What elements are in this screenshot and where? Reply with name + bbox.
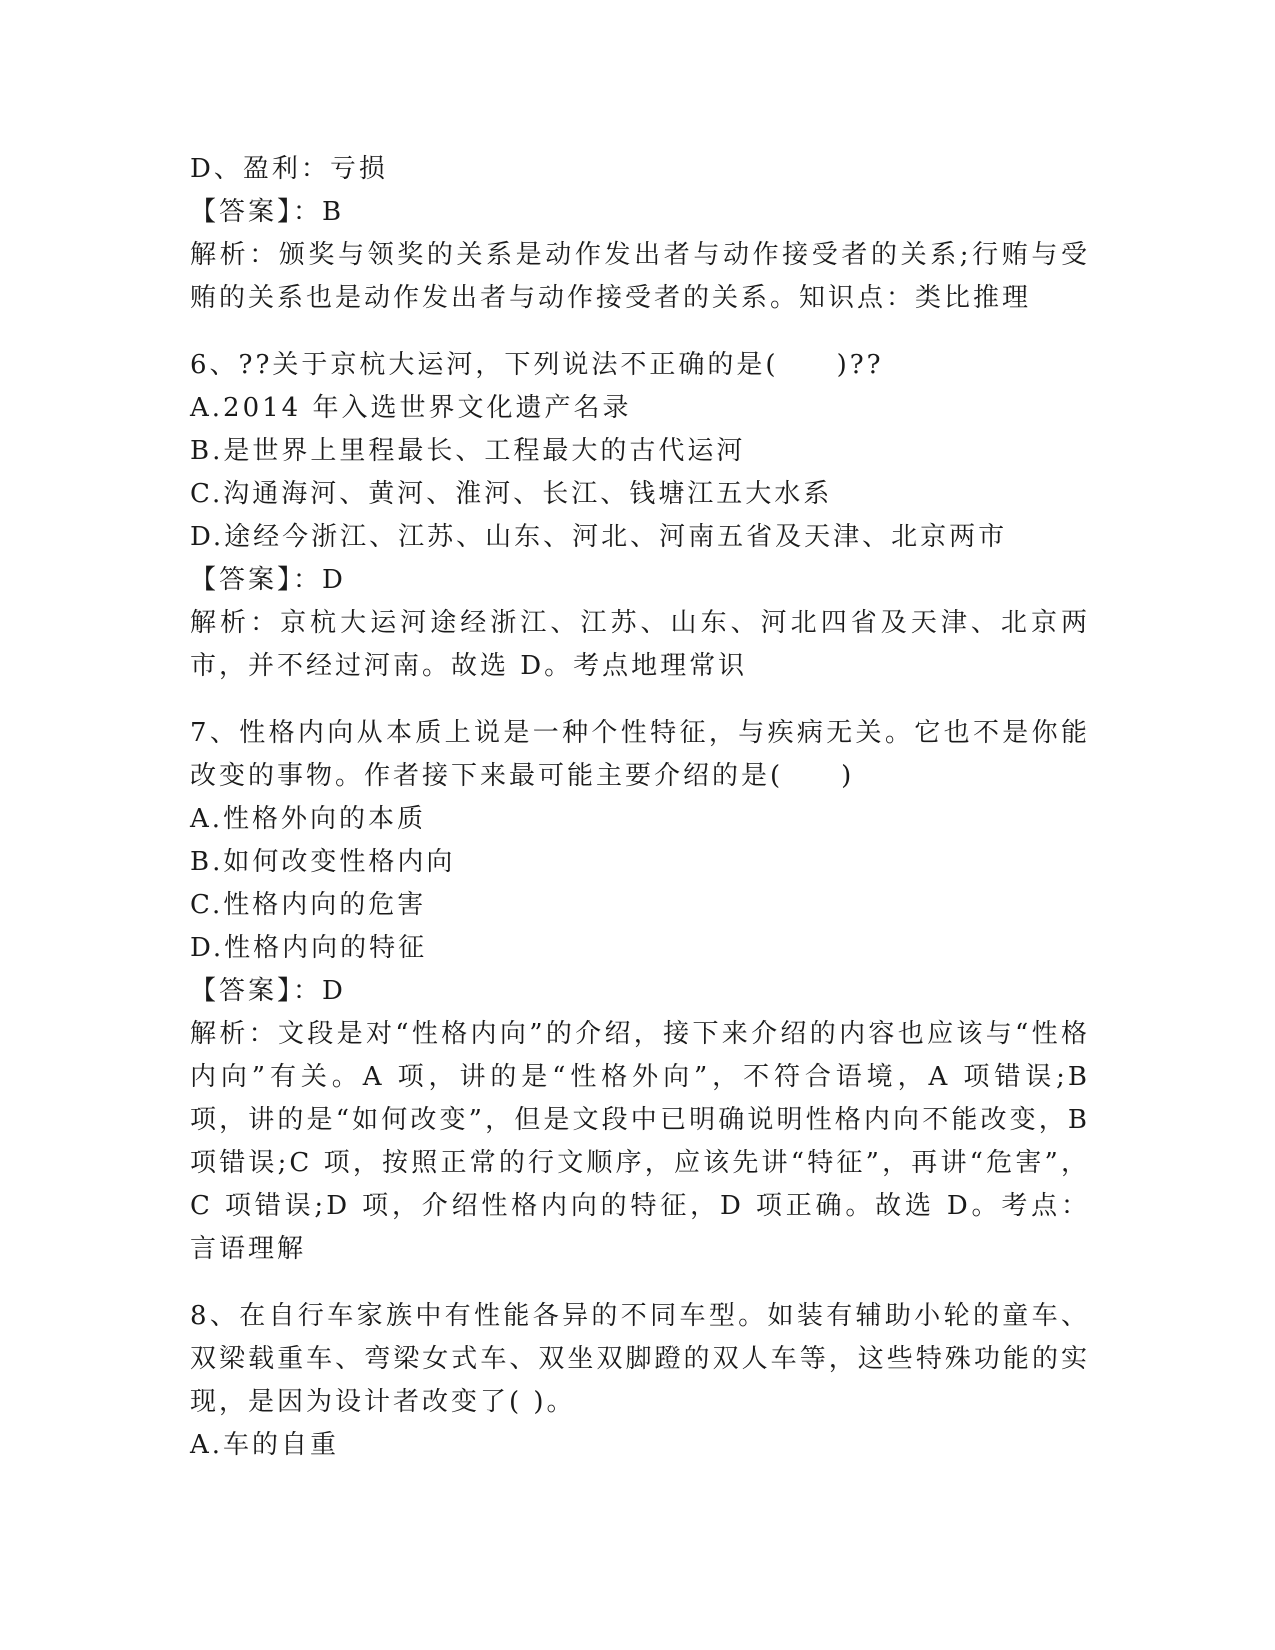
q6-answer: 【答案】：D	[190, 565, 346, 595]
q7-answer: 【答案】：D	[190, 976, 346, 1006]
q6-analysis: 解析：京杭大运河途经浙江、江苏、山东、河北四省及天津、北京两市，并不经过河南。故选 D。考点地理常识	[190, 608, 1090, 681]
q7-analysis: 解析：文段是对“性格内向”的介绍，接下来介绍的内容也应该与“性格内向”有关。A 项，讲的是“性格外向”，不符合语境，A 项错误;B 项，讲的是“如何改变”，但是文段中已明确说明性格内向不能改变，B 项错误;C 项，按照正常的行文顺序，应该先讲“特征”，再讲“危害”，C 项错误;D 项，介绍性格内向的特征，D 项正确。故选 D。考点：言语理解	[190, 1019, 1090, 1264]
q6-option-a: A.2014 年入选世界文化遗产名录	[190, 393, 632, 423]
q7-option-d: D.性格内向的特征	[190, 933, 428, 963]
q6-option-c: C.沟通海河、黄河、淮河、长江、钱塘江五大水系	[190, 479, 833, 509]
q6-option-d: D.途经今浙江、江苏、山东、河北、河南五省及天津、北京两市	[190, 522, 1008, 552]
q8-option-a: A.车的自重	[190, 1430, 340, 1460]
q5-analysis: 解析：颁奖与领奖的关系是动作发出者与动作接受者的关系;行贿与受贿的关系也是动作发出者与动作接受者的关系。知识点：类比推理	[190, 240, 1090, 313]
q6-option-b: B.是世界上里程最长、工程最大的古代运河	[190, 436, 746, 466]
q5-answer: 【答案】：B	[190, 197, 345, 227]
q8-stem: 8、在自行车家族中有性能各异的不同车型。如装有辅助小轮的童车、双梁载重车、弯梁女式车、双坐双脚蹬的双人车等，这些特殊功能的实现，是因为设计者改变了( )。	[190, 1301, 1090, 1417]
q7-option-c: C.性格内向的危害	[190, 890, 427, 920]
q7-stem: 7、性格内向从本质上说是一种个性特征，与疾病无关。它也不是你能改变的事物。作者接下来最可能主要介绍的是( )	[190, 718, 1090, 791]
q7-option-a: A.性格外向的本质	[190, 804, 427, 834]
q6-stem: 6、??关于京杭大运河，下列说法不正确的是( )??	[190, 350, 884, 380]
q7-option-b: B.如何改变性格内向	[190, 847, 456, 877]
document-page	[190, 148, 1090, 1467]
q5-option-d: D、盈利：亏损	[190, 154, 388, 184]
